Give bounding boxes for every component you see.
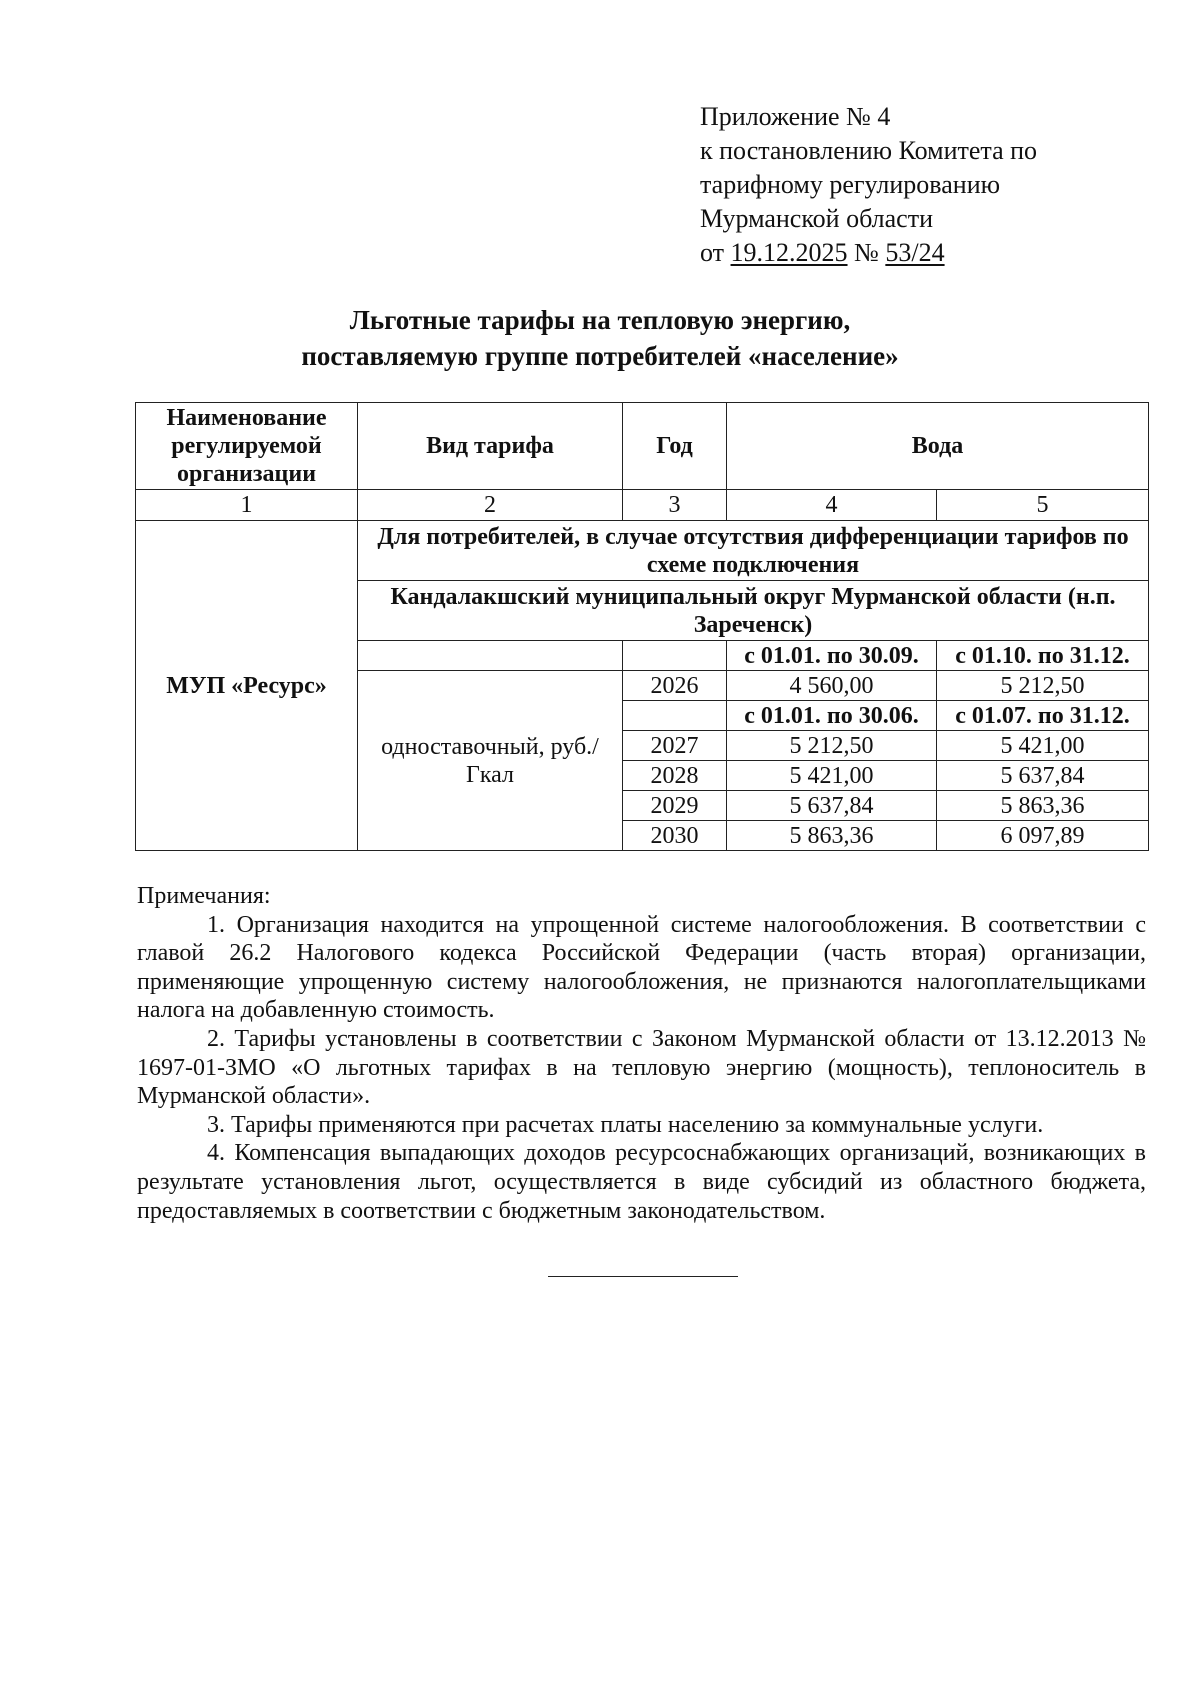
closing-rule [548, 1276, 738, 1277]
header-org: Наименование регулируемой организации [136, 403, 358, 490]
appendix-prefix: от [700, 238, 725, 267]
empty-cell [358, 641, 623, 671]
period-header: с 01.10. по 31.12. [937, 641, 1149, 671]
value-cell: 5 421,00 [937, 731, 1149, 761]
value-cell: 5 637,84 [727, 791, 937, 821]
col-number: 5 [937, 490, 1149, 521]
value-cell: 5 637,84 [937, 761, 1149, 791]
year-cell: 2030 [623, 821, 727, 851]
year-cell: 2027 [623, 731, 727, 761]
value-cell: 5 212,50 [937, 671, 1149, 701]
appendix-line: Мурманской области [700, 204, 933, 233]
appendix-line: к постановлению Комитета по [700, 136, 1038, 165]
section-row-consumers [136, 521, 1149, 581]
value-cell: 6 097,89 [937, 821, 1149, 851]
title-line-2: поставляемую группе потребителей «население» [301, 341, 899, 371]
value-cell: 5 421,00 [727, 761, 937, 791]
section-consumers: Для потребителей, в случае отсутствия дифференциации тарифов по схеме подключения [358, 521, 1149, 581]
appendix-line: тарифному регулированию [700, 170, 1001, 199]
header-tariff-type: Вид тарифа [358, 403, 623, 490]
empty-cell [623, 641, 727, 671]
col-number: 3 [623, 490, 727, 521]
note-item: 1. Организация находится на упрощенной системе налогообложения. В соответствии с главой 26.2 Налогового кодекса Российской Федерации (часть вторая) организации, применяющие упрощенную систему налогообложения, не признаются налогоплательщиками налога на добавленную стоимость. [137, 911, 1146, 1024]
period-header: с 01.07. по 31.12. [937, 701, 1149, 731]
notes-section [137, 882, 1146, 1225]
appendix-line: Приложение № 4 [700, 102, 891, 131]
notes-header: Примечания: [137, 883, 271, 909]
organization-name: МУП «Ресурс» [136, 521, 358, 851]
value-cell: 5 863,36 [937, 791, 1149, 821]
appendix-header [700, 100, 1037, 270]
resolution-number: 53/24 [885, 238, 945, 267]
period-header: с 01.01. по 30.09. [727, 641, 937, 671]
header-year: Год [623, 403, 727, 490]
document-title [0, 302, 1200, 374]
resolution-date: 19.12.2025 [730, 238, 848, 267]
note-item: 2. Тарифы установлены в соответствии с Законом Мурманской области от 13.12.2013 № 1697-01-ЗМО «О льготных тарифах в на тепловую энергию (мощность), теплоноситель в Мурманской области». [137, 1025, 1146, 1110]
note-item: 3. Тарифы применяются при расчетах платы населению за коммунальные услуги. [207, 1111, 1044, 1138]
appendix-date-line [700, 236, 1037, 270]
table-header-row [136, 403, 1149, 490]
year-cell: 2028 [623, 761, 727, 791]
col-number: 4 [727, 490, 937, 521]
col-number: 2 [358, 490, 623, 521]
column-numbers-row [136, 490, 1149, 521]
period-header: с 01.01. по 30.06. [727, 701, 937, 731]
year-cell: 2026 [623, 671, 727, 701]
title-line-1: Льготные тарифы на тепловую энергию, [349, 305, 851, 335]
value-cell: 5 863,36 [727, 821, 937, 851]
tariff-table [135, 402, 1149, 851]
col-number: 1 [136, 490, 358, 521]
note-item: 4. Компенсация выпадающих доходов ресурсоснабжающих организаций, возникающих в результате установления льгот, осуществляется в виде субсидий из областного бюджета, предоставляемых в соответствии с бюджетным законодательством. [137, 1140, 1146, 1224]
empty-cell [623, 701, 727, 731]
header-water: Вода [727, 403, 1149, 490]
value-cell: 5 212,50 [727, 731, 937, 761]
year-cell: 2029 [623, 791, 727, 821]
tariff-type-cell: одноставочный, руб./Гкал [358, 671, 623, 851]
section-territory: Кандалакшский муниципальный округ Мурманской области (н.п. Зареченск) [358, 581, 1149, 641]
number-sign: № [854, 238, 879, 267]
value-cell: 4 560,00 [727, 671, 937, 701]
